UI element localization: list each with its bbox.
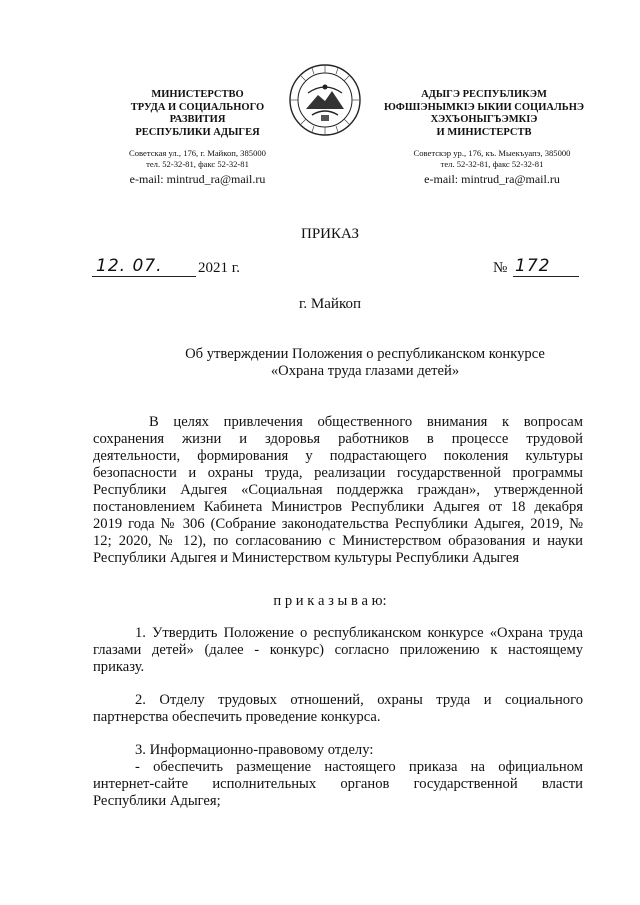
text-line: Республики Адыгея и Министерством культуры Республики Адыгея [93, 550, 520, 566]
phone-line: тел. 52-32-81, факс 52-32-81 [440, 159, 544, 169]
ministry-name-line: ЮФШІЭНЫМКІЭ ЫКИИ СОЦИАЛЬНЭ [383, 101, 585, 113]
text-line: безопасности и охраны труда, реализации государственной программы [93, 465, 583, 481]
date-field [92, 258, 196, 277]
ministry-name-russian [110, 89, 285, 139]
ministry-address-adyghe [392, 148, 592, 170]
text-line: приказу. [93, 659, 145, 675]
phone-line: тел. 52-32-81, факс 52-32-81 [146, 159, 249, 169]
order-item-3 [93, 742, 583, 810]
order-item-1 [93, 625, 583, 676]
text-line: интернет-сайте исполнительных органов государственной власти [93, 776, 583, 792]
ministry-name-line: МИНИСТЕРСТВО [151, 89, 244, 100]
order-word: п р и к а з ы в а ю: [273, 593, 387, 609]
text-line: глазами детей» (далее - конкурс) согласно приложению к настоящему [93, 642, 583, 658]
ministry-name-line: И МИНИСТЕРСТВ [436, 126, 532, 138]
text-line: 2. Отделу трудовых отношений, охраны труда и социального [135, 692, 583, 708]
text-line: 2019 года № 306 (Собрание законодательства Республики Адыгея, 2019, № [93, 516, 583, 532]
address-line: Советскэр ур., 176, къ. Мыекъуапэ, 385000 [413, 148, 571, 158]
coat-of-arms-emblem [288, 63, 362, 137]
ministry-name-line: РАЗВИТИЯ [169, 114, 226, 125]
text-line: партнерства обеспечить проведение конкурса. [93, 709, 381, 725]
ministry-address-russian [100, 148, 295, 170]
preamble-paragraph [93, 414, 583, 567]
text-line: 1. Утвердить Положение о республиканском конкурсе «Охрана труда [135, 625, 583, 641]
handwritten-number: 172 [515, 256, 551, 276]
document-type-heading: ПРИКАЗ [301, 226, 359, 242]
subject-line: Об утверждении Положения о республиканском конкурсе [185, 346, 545, 362]
document-subject [150, 346, 580, 380]
text-line: деятельности, формирования у подрастающего поколения культуры [93, 448, 583, 464]
text-line: постановлением Кабинета Министров Республики Адыгея от 18 декабря [93, 499, 583, 515]
ministry-name-line: АДЫГЭ РЕСПУБЛИКЭМ [421, 89, 547, 100]
ministry-name-line: ХЭХЪОНЫГЪЭМКІЭ [430, 114, 538, 125]
text-line: Республики Адыгея; [93, 793, 221, 809]
email-adyghe[interactable]: e-mail: mintrud_ra@mail.ru [424, 172, 560, 186]
handwritten-date: 12. 07. [96, 256, 163, 276]
ministry-name-line: ТРУДА И СОЦИАЛЬНОГО [130, 101, 265, 113]
number-field [513, 258, 579, 277]
text-line: В целях привлечения общественного внимания к вопросам [149, 414, 583, 430]
text-line: 3. Информационно-правовому отделу: [135, 742, 374, 758]
email-russian[interactable]: e-mail: mintrud_ra@mail.ru [129, 172, 266, 186]
date-year: 2021 г. [198, 260, 240, 276]
ministry-name-line: РЕСПУБЛИКИ АДЫГЕЯ [135, 126, 260, 138]
order-item-2 [93, 692, 583, 726]
number-sign: № [493, 260, 508, 276]
text-line: 12; 2020, № 12), по согласованию с Министерством образования и науки [93, 533, 583, 549]
city: г. Майкоп [298, 296, 362, 312]
text-line: Республики Адыгея «Социальная поддержка граждан», утвержденной [93, 482, 583, 498]
subject-line: «Охрана труда глазами детей» [270, 363, 460, 379]
ministry-name-adyghe [378, 89, 590, 139]
text-line: сохранения жизни и здоровья работников в процессе трудовой [93, 431, 583, 447]
address-line: Советская ул., 176, г. Майкоп, 385000 [129, 148, 266, 158]
text-line: - обеспечить размещение настоящего приказа на официальном [135, 759, 583, 775]
